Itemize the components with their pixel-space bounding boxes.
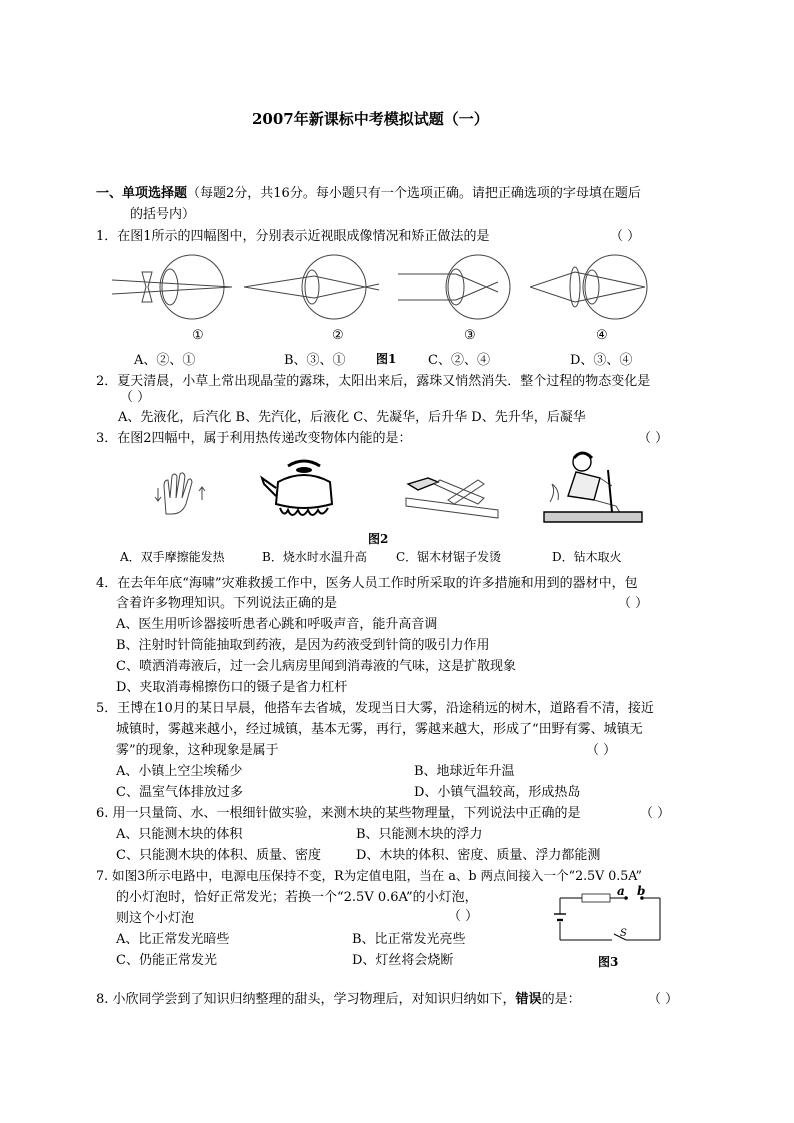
q5-answer-paren: （ ） [586,743,617,758]
circuit-point-a: a [617,884,625,898]
eye-diagram-3 [398,250,528,325]
q4-option-c: C、喷洒消毒液后，过一会儿病房里闻到消毒液的气味，这是扩散现象 [116,659,516,674]
eye-diagram-4 [530,250,660,325]
section-desc: （每题2分，共16分。每小题只有一个选项正确。请把正确选项的字母填在题后 [187,186,641,201]
q7-option-b: B、比正常发光亮些 [352,932,466,947]
q7-stem-cont: 的小灯泡时，恰好正常发光；若换一个“2.5V 0.6A”的小灯泡， [116,890,478,905]
q1-option-b: B、③、① [284,353,346,368]
page-title: 2007年新课标中考模拟试题（一） [252,110,489,128]
q7-option-a: A、比正常发光暗些 [116,932,230,947]
q8-stem-text: 8. 小欣同学尝到了知识归纳整理的甜头，学习物理后，对知识归纳如下， [96,992,516,1007]
q5-option-d: D、小镇气温较高，形成热岛 [414,785,581,800]
q1-figure-label-3: ③ [464,328,476,343]
q3-option-a: A．双手摩擦能发热 [120,550,225,564]
q7-option-c: C、仍能正常发光 [116,953,217,968]
q6-stem: 6. 用一只量筒、水、一根细针做实验，来测木块的某些物理量，下列说法中正确的是 [96,806,581,821]
q1-figure-label-1: ① [192,328,204,343]
eye-diagram-2 [244,250,384,325]
q5-stem: 5．王博在10月的某日早晨，他搭车去省城，发现当日大雾，沿途稍远的树木，道路看不清，接近 [96,701,654,716]
circuit-diagram [552,884,662,946]
q1-figure-caption: 图1 [376,352,397,366]
q3-figure-caption: 图2 [368,532,389,546]
q3-stem: 3．在图2四幅中，属于利用热传递改变物体内能的是： [96,431,412,446]
q2-options: A、先液化，后汽化 B、先汽化，后液化 C、先凝华，后升华 D、先升华，后凝华 [118,410,586,425]
q5-option-c: C、温室气体排放过多 [116,785,243,800]
q6-option-b: B、只能测木块的浮力 [356,827,483,842]
hands-rubbing-illustration [152,470,212,518]
section-label: 一、单项选择题 [96,186,188,201]
q6-option-c: C、只能测木块的体积、质量、密度 [116,848,321,863]
q1-figure-label-2: ② [332,328,344,343]
q1-option-a: A、②、① [134,353,196,368]
q5-option-b: B、地球近年升温 [414,764,515,779]
q4-stem-cont: 含着许多物理知识。下列说法正确的是 [116,596,338,611]
q1-stem: 1．在图1所示的四幅图中，分别表示近视眼成像情况和矫正做法的是 [96,229,490,244]
circuit-switch-label: S [620,928,627,939]
q2-answer-paren: （ ） [120,390,151,405]
q5-option-a: A、小镇上空尘埃稀少 [116,764,243,779]
q6-answer-paren: （ ） [640,806,671,821]
q2-stem: 2．夏天清晨，小草上常出现晶莹的露珠，太阳出来后，露珠又悄然消失．整个过程的物态变化是 [96,374,651,389]
q7-stem-cont2: 则这个小灯泡 [116,911,195,926]
q1-answer-paren: （ ） [610,229,641,244]
q5-stem-cont: 城镇时，雾越来越小，经过城镇，基本无雾，再行，雾越来越大，形成了“田野有雾、城镇无 [116,722,643,737]
q4-option-b: B、注射时针筒能抽取到药液，是因为药液受到针筒的吸引力作用 [116,638,490,653]
q3-option-c: C．锯木材锯子发烫 [396,550,502,564]
eye-diagram-1 [112,250,242,325]
drilling-wood-fire-illustration [542,450,646,528]
q6-option-d: D、木块的体积、密度、质量、浮力都能测 [356,848,601,863]
q8-stem-tail: 的是： [541,992,581,1007]
q1-figure-label-4: ④ [596,328,608,343]
q3-option-d: D．钻木取火 [552,550,622,564]
saw-cutting-wood-illustration [398,470,508,520]
q8-answer-paren: （ ） [648,992,679,1007]
q8-stem [96,988,581,1007]
q4-option-d: D、夹取消毒棉擦伤口的镊子是省力杠杆 [116,680,348,695]
kettle-on-fire-illustration [258,458,350,524]
section-heading [96,182,641,201]
q3-answer-paren: （ ） [638,431,669,446]
q7-figure-caption: 图3 [598,955,619,969]
q4-stem: 4．在去年年底“海啸”灾难救援工作中，医务人员工作时所采取的许多措施和用到的器材中，包 [96,576,638,591]
q8-emphasis: 错误 [515,992,542,1007]
q7-option-d: D、灯丝将会烧断 [352,953,454,968]
q7-answer-paren: （ ） [448,909,479,924]
q7-stem: 7. 如图3所示电路中，电源电压保持不变，R为定值电阻，当在 a、b 两点间接入一个“2.5V 0.5A” [96,868,642,883]
q6-option-a: A、只能测木块的体积 [116,827,243,842]
section-desc-cont: 的括号内） [130,207,196,222]
q5-stem-cont2: 雾”的现象，这种现象是属于 [116,743,279,758]
q3-option-b: B．烧水时水温升高 [262,550,367,564]
circuit-point-b: b [637,884,646,898]
q1-option-c: C、②、④ [428,353,490,368]
q4-option-a: A、医生用听诊器接听患者心跳和呼吸声音，能升高音调 [116,617,438,632]
q1-option-d: D、③、④ [570,353,633,368]
q4-answer-paren: （ ） [618,596,649,611]
